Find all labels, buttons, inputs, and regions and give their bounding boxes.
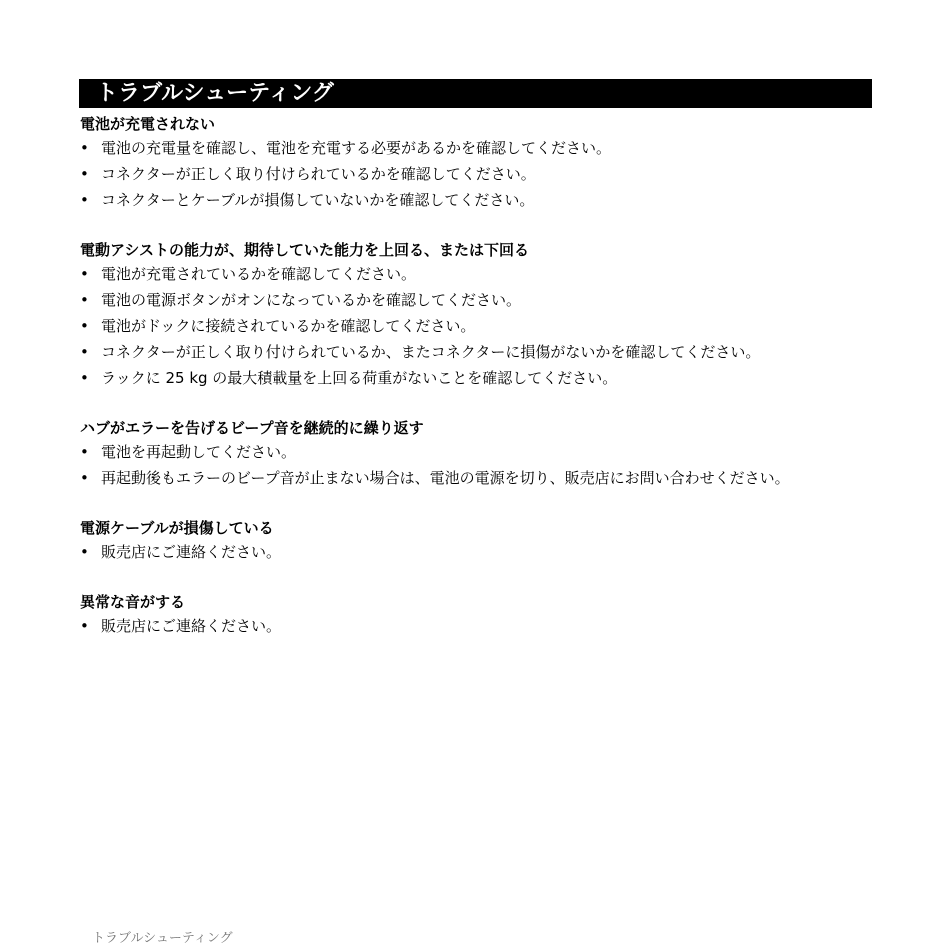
list-item-text: 販売店にご連絡ください。 — [101, 617, 282, 635]
list-item-text: 電池がドックに接続されているかを確認してください。 — [101, 317, 476, 335]
issue-heading: 電動アシストの能力が、期待していた能力を上回る、または下回る — [80, 241, 529, 259]
solution-list — [80, 613, 880, 639]
list-item-text: コネクターとケーブルが損傷していないかを確認してください。 — [101, 191, 535, 209]
list-item — [80, 161, 880, 187]
issue-group-assist-power — [80, 239, 880, 391]
list-item — [80, 465, 880, 491]
list-item — [80, 439, 880, 465]
issue-heading: 異常な音がする — [80, 593, 186, 611]
bullet-icon: • — [80, 139, 89, 157]
solution-list — [80, 135, 880, 213]
bullet-icon: • — [80, 543, 89, 561]
bullet-icon: • — [80, 291, 89, 309]
troubleshooting-content — [80, 113, 880, 665]
issue-heading: ハブがエラーを告げるビープ音を継続的に繰り返す — [80, 419, 424, 437]
bullet-icon: • — [80, 469, 89, 487]
section-title: トラブルシューティング — [96, 81, 334, 106]
bullet-icon: • — [80, 369, 89, 387]
list-item — [80, 313, 880, 339]
list-item-text: 電池の充電量を確認し、電池を充電する必要があるかを確認してください。 — [101, 139, 612, 157]
list-item — [80, 287, 880, 313]
list-item — [80, 365, 880, 391]
list-item-text: コネクターが正しく取り付けられているかを確認してください。 — [101, 165, 536, 183]
list-item — [80, 187, 880, 213]
section-title-bar — [79, 79, 872, 108]
list-item-text: 販売店にご連絡ください。 — [101, 543, 282, 561]
list-item — [80, 539, 880, 565]
page-footer: トラブルシューティング — [92, 931, 233, 946]
issue-heading: 電池が充電されない — [80, 115, 216, 133]
solution-list — [80, 539, 880, 565]
bullet-icon: • — [80, 343, 89, 361]
issue-heading: 電源ケーブルが損傷している — [80, 519, 274, 537]
list-item-text: ラックに 25 kg の最大積載量を上回る荷重がないことを確認してください。 — [101, 369, 618, 387]
list-item — [80, 339, 880, 365]
issue-group-battery-not-charging — [80, 113, 880, 213]
bullet-icon: • — [80, 265, 89, 283]
list-item-text: コネクターが正しく取り付けられているか、またコネクターに損傷がないかを確認してください。 — [101, 343, 761, 361]
bullet-icon: • — [80, 317, 89, 335]
bullet-icon: • — [80, 443, 89, 461]
list-item-text: 電池が充電されているかを確認してください。 — [101, 265, 417, 283]
list-item-text: 電池を再起動してください。 — [101, 443, 297, 461]
list-item — [80, 613, 880, 639]
bullet-icon: • — [80, 617, 89, 635]
list-item-text: 再起動後もエラーのビープ音が止まない場合は、電池の電源を切り、販売店にお問い合わせください。 — [101, 469, 790, 487]
issue-group-abnormal-noise — [80, 591, 880, 639]
bullet-icon: • — [80, 191, 89, 209]
issue-group-hub-beeping — [80, 417, 880, 491]
list-item — [80, 135, 880, 161]
solution-list — [80, 439, 880, 491]
bullet-icon: • — [80, 165, 89, 183]
solution-list — [80, 261, 880, 391]
list-item-text: 電池の電源ボタンがオンになっているかを確認してください。 — [101, 291, 522, 309]
issue-group-power-cable-damaged — [80, 517, 880, 565]
list-item — [80, 261, 880, 287]
